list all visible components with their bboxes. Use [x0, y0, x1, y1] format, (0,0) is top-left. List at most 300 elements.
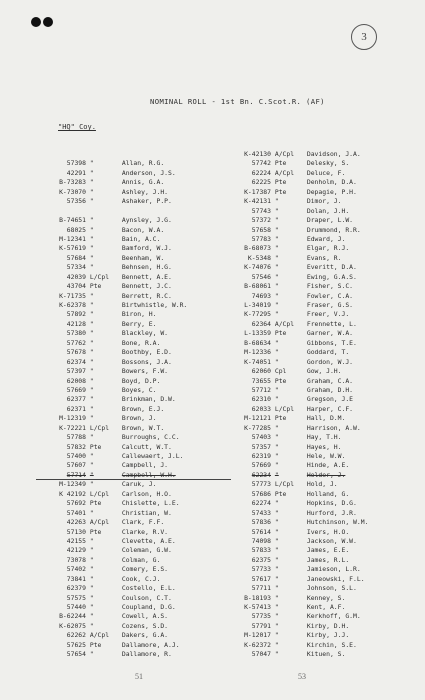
- soldier-name: Cowell, A.S.: [121, 612, 169, 621]
- rank: ": [274, 282, 279, 291]
- rank: ": [274, 216, 279, 225]
- service-number: 57686: [251, 489, 271, 498]
- rank: ": [89, 338, 94, 347]
- section-divider: [36, 479, 231, 480]
- soldier-name: James, R.L.: [306, 555, 350, 564]
- service-number: K-72221: [59, 423, 86, 432]
- service-number: 57357: [251, 442, 271, 451]
- service-number: 57692: [66, 499, 86, 508]
- soldier-name: Kerkhoff, G.M.: [306, 612, 361, 621]
- soldier-name: Hele, W.W.: [306, 452, 346, 460]
- service-number: 57130: [66, 527, 86, 536]
- rank: ": [89, 253, 94, 262]
- roll-entry: [226, 197, 368, 206]
- service-number: M-12017: [244, 631, 271, 640]
- soldier-name: Campbell, J.: [121, 461, 169, 470]
- roll-entry: [226, 386, 368, 395]
- rank: Pte: [274, 414, 287, 423]
- service-number: 42128: [66, 319, 86, 328]
- service-number: B-68073: [244, 244, 271, 253]
- roll-entry: [36, 339, 187, 348]
- rank: ": [274, 253, 279, 262]
- soldier-name: Draper, L.W.: [306, 216, 354, 225]
- roll-entry: [226, 244, 368, 253]
- rank: ": [89, 593, 94, 602]
- roll-entry: [36, 650, 187, 659]
- soldier-name: Jackson, W.W.: [306, 536, 357, 545]
- soldier-name: Caruk, J.: [121, 480, 157, 489]
- roll-entry: [36, 509, 187, 518]
- service-number: 62377: [66, 395, 86, 404]
- rank: ": [274, 621, 279, 630]
- rank: ": [89, 301, 94, 309]
- service-number: 57614: [251, 527, 271, 536]
- roll-entry: [226, 528, 368, 537]
- soldier-name: Gordon, W.J.: [306, 357, 354, 366]
- rank: ": [89, 452, 94, 460]
- soldier-name: Kirby, J.J.: [306, 631, 350, 640]
- rank: L/Cpl: [89, 489, 110, 498]
- roll-entry: [226, 509, 368, 518]
- roll-entry: [226, 546, 368, 555]
- roll-entry: [36, 443, 187, 452]
- rank: ": [89, 546, 94, 555]
- roll-entry: [226, 518, 368, 527]
- roll-entry: [226, 471, 368, 480]
- rank: ": [274, 584, 279, 593]
- roll-entry: [36, 395, 187, 404]
- roll-entry: [36, 254, 187, 263]
- soldier-name: Hutchinson, W.M.: [306, 518, 369, 527]
- rank: ": [89, 650, 94, 659]
- roll-entry: [226, 377, 368, 386]
- roll-entry: [36, 329, 187, 338]
- service-number: 62310: [251, 395, 271, 404]
- soldier-name: Hayes, H.: [306, 442, 342, 451]
- service-number: K-62378: [59, 301, 86, 309]
- rank: L/Cpl: [89, 272, 110, 281]
- service-number: 57836: [251, 518, 271, 527]
- service-number: 42155: [66, 536, 86, 545]
- soldier-name: Fowler, C.A.: [306, 291, 354, 300]
- rank: ": [274, 385, 279, 394]
- roll-entry: [226, 235, 368, 244]
- roll-entry: [226, 263, 368, 272]
- soldier-name: Freer, V.J.: [306, 310, 350, 319]
- roll-entry: [36, 244, 187, 253]
- rank: ": [274, 452, 279, 460]
- rank: ": [274, 301, 279, 309]
- soldier-name: Brown, W.T.: [121, 423, 165, 432]
- roll-entry: [226, 207, 368, 216]
- service-number: K-17387: [244, 187, 271, 196]
- roll-entry: [226, 292, 368, 301]
- roll-entry: [226, 395, 368, 404]
- rank: Pte: [274, 376, 287, 385]
- rank: ": [89, 244, 94, 253]
- rank: ": [89, 574, 94, 583]
- service-number: 62060: [251, 367, 271, 376]
- rank: ": [89, 159, 94, 168]
- soldier-name: Hay, T.H.: [306, 433, 342, 442]
- soldier-name: Anderson, J.S.: [121, 168, 176, 177]
- soldier-name: Kituen, S.: [306, 650, 346, 659]
- rank: ": [89, 225, 94, 234]
- soldier-name: Coleman, G.W.: [121, 546, 172, 555]
- roll-entry: [36, 622, 187, 631]
- soldier-name: Gibbons, T.E.: [306, 338, 357, 347]
- service-number: 57711: [251, 584, 271, 593]
- roll-entry: [226, 150, 368, 159]
- roll-entry: [226, 348, 368, 357]
- soldier-name: Ashley, J.H.: [121, 187, 169, 196]
- roll-entry: [36, 603, 187, 612]
- service-number: 57607: [66, 461, 86, 470]
- rank: Pte: [89, 640, 102, 649]
- roll-entry: [226, 424, 368, 433]
- service-number: 57773: [251, 480, 271, 489]
- roll-entry: [36, 424, 187, 433]
- roll-entry: [226, 358, 368, 367]
- soldier-name: Annis, G.A.: [121, 178, 165, 187]
- soldier-name: Davidson, J.A.: [306, 150, 361, 158]
- roll-entry: [36, 263, 187, 272]
- rank: ": [89, 612, 94, 621]
- soldier-name: Garner, W.A.: [306, 329, 354, 338]
- roll-entry: [36, 537, 187, 546]
- service-number: 42129: [66, 546, 86, 555]
- service-number: K-74051: [244, 357, 271, 366]
- soldier-name: Dolan, J.H.: [306, 206, 350, 215]
- service-number: 57397: [66, 367, 86, 376]
- roll-entry: [226, 320, 368, 329]
- rank: ": [274, 357, 279, 366]
- service-number: B-68061: [244, 282, 271, 291]
- rank: ": [89, 621, 94, 630]
- service-number: 62033: [251, 404, 271, 413]
- roll-entry: [36, 414, 187, 423]
- service-number: K-71735: [59, 291, 86, 300]
- rank: L/Cpl: [89, 423, 110, 432]
- rank: Pte: [274, 329, 287, 338]
- soldier-name: Boyd, D.P.: [121, 376, 161, 385]
- rank: ": [89, 555, 94, 564]
- soldier-name: Johnson, S.L.: [306, 584, 357, 593]
- soldier-name: Goddard, T.: [306, 348, 350, 357]
- service-number: L-34019: [244, 301, 271, 309]
- footer-mark: 51: [135, 672, 143, 681]
- rank: ": [274, 593, 279, 602]
- rank: ": [89, 197, 94, 206]
- roll-entry: [36, 207, 187, 216]
- rank: ": [274, 433, 279, 442]
- soldier-name: Aynsley, J.G.: [121, 216, 172, 225]
- roll-entry: [226, 537, 368, 546]
- service-number: K-74076: [244, 263, 271, 272]
- rank: Pte: [89, 442, 102, 451]
- rank: Pte: [274, 187, 287, 196]
- rank: Cpl: [274, 367, 287, 376]
- roll-entry: [226, 631, 368, 640]
- roll-entry: [36, 169, 187, 178]
- roll-entry: [36, 612, 187, 621]
- service-number: 57356: [66, 197, 86, 206]
- rank: ": [274, 499, 279, 508]
- service-number: K-77295: [244, 310, 271, 319]
- roll-entry: [226, 433, 368, 442]
- roll-entry: [36, 405, 187, 414]
- service-number: 57617: [251, 574, 271, 583]
- rank: ": [274, 574, 279, 583]
- soldier-name: Graham, C.A.: [306, 376, 354, 385]
- soldier-name: Edward, J.: [306, 234, 346, 243]
- service-number: 57380: [66, 329, 86, 338]
- roll-entry: [36, 518, 187, 527]
- service-number: 42263: [66, 518, 86, 527]
- binder-hole-icon: [31, 17, 41, 27]
- roll-entry: [36, 594, 187, 603]
- rank: ": [274, 508, 279, 517]
- roll-entry: [36, 546, 187, 555]
- left-roll-column: [36, 150, 187, 660]
- service-number: 62262: [66, 631, 86, 640]
- service-number: 57669: [66, 385, 86, 394]
- service-number: K-5348: [247, 253, 271, 262]
- rank: ": [274, 631, 279, 640]
- soldier-name: Cozens, S.D.: [121, 621, 169, 630]
- service-number: 73078: [66, 555, 86, 564]
- rank: ": [89, 433, 94, 442]
- service-number: 62319: [251, 452, 271, 460]
- rank: ": [274, 527, 279, 536]
- rank: ": [274, 442, 279, 451]
- roll-entry: [36, 301, 187, 310]
- roll-entry: [226, 612, 368, 621]
- service-number: 57762: [66, 338, 86, 347]
- roll-entry: [36, 556, 187, 565]
- service-number: 57684: [66, 253, 86, 262]
- roll-entry: [36, 386, 187, 395]
- roll-entry: [226, 329, 368, 338]
- roll-entry: [36, 320, 187, 329]
- service-number: K-62372: [244, 640, 271, 649]
- roll-entry: [36, 235, 187, 244]
- soldier-name: Bowers, F.W.: [121, 367, 169, 376]
- service-number: 57334: [66, 263, 86, 272]
- service-number: 57400: [66, 452, 86, 460]
- rank: ": [274, 546, 279, 555]
- rank: ": [274, 565, 279, 574]
- rank: ": [274, 603, 279, 611]
- service-number: K-77285: [244, 423, 271, 432]
- rank: ": [274, 470, 279, 479]
- soldier-name: Gregson, J.E: [306, 395, 354, 404]
- rank: ": [274, 244, 279, 253]
- service-number: K-57619: [59, 244, 86, 253]
- service-number: K-62075: [59, 621, 86, 630]
- rank: ": [274, 650, 279, 659]
- roll-entry: [226, 499, 368, 508]
- soldier-name: Dimor, J.: [306, 197, 342, 206]
- roll-entry: [226, 159, 368, 168]
- soldier-name: Evans, R.: [306, 253, 342, 262]
- rank: ": [89, 395, 94, 404]
- service-number: M-12319: [59, 414, 86, 423]
- service-number: 57669: [251, 461, 271, 470]
- service-number: 62225: [251, 178, 271, 187]
- roll-entry: [36, 641, 187, 650]
- service-number: 57833: [251, 546, 271, 555]
- roll-entry: [226, 216, 368, 225]
- service-number: 57398: [66, 159, 86, 168]
- rank: A/Cpl: [274, 319, 295, 328]
- roll-entry: [226, 188, 368, 197]
- service-number: 57712: [251, 385, 271, 394]
- soldier-name: Berrett, R.C.: [121, 291, 172, 300]
- rank: ": [89, 178, 94, 187]
- rank: ": [274, 640, 279, 649]
- roll-entry: [36, 461, 187, 470]
- rank: ": [274, 225, 279, 234]
- rank: ": [89, 329, 94, 338]
- rank: ": [89, 216, 94, 225]
- soldier-name: Brown, J.: [121, 414, 157, 423]
- service-number: K-73070: [59, 187, 86, 196]
- roll-entry: [36, 282, 187, 291]
- soldier-name: Carlson, H.O.: [121, 489, 172, 498]
- service-number: K-42131: [244, 197, 271, 206]
- soldier-name: Dallamore, R.: [121, 650, 172, 659]
- rank: ": [89, 263, 94, 272]
- service-number: 57735: [251, 612, 271, 621]
- soldier-name: Bain, A.C.: [121, 234, 161, 243]
- rank: ": [89, 376, 94, 385]
- rank: ": [274, 348, 279, 357]
- soldier-name: Graham, D.H.: [306, 385, 354, 394]
- rank: ": [89, 603, 94, 611]
- soldier-name: Berry, E.: [121, 319, 157, 328]
- service-number: 57440: [66, 603, 86, 611]
- soldier-name: Clevette, A.E.: [121, 536, 176, 545]
- soldier-name: Comery, E.S.: [121, 565, 169, 574]
- roll-entry: [36, 490, 187, 499]
- roll-entry: [226, 603, 368, 612]
- service-number: 57743: [251, 206, 271, 215]
- roll-entry: [226, 169, 368, 178]
- soldier-name: Holland, G.: [306, 489, 350, 498]
- roll-entry: [226, 301, 368, 310]
- rank: ": [89, 414, 94, 423]
- soldier-name: Kirby, D.H.: [306, 621, 350, 630]
- roll-entry: [36, 348, 187, 357]
- service-number: 62234: [251, 470, 271, 479]
- service-number: 57742: [251, 159, 271, 168]
- service-number: 57654: [66, 650, 86, 659]
- roll-entry: [36, 367, 187, 376]
- roll-entry: [36, 575, 187, 584]
- roll-entry: [36, 452, 187, 461]
- soldier-name: Harper, C.F.: [306, 404, 354, 413]
- soldier-name: Chislette, L.E.: [121, 499, 180, 508]
- rank: A/Cpl: [274, 150, 295, 158]
- soldier-name: Boyes, C.: [121, 385, 157, 394]
- roll-entry: [36, 358, 187, 367]
- soldier-name: Allan, R.G.: [121, 159, 165, 168]
- service-number: 57733: [251, 565, 271, 574]
- roll-entry: [226, 367, 368, 376]
- roll-entry: [36, 273, 187, 282]
- rank: ": [274, 536, 279, 545]
- soldier-name: Ewing, G.A.S.: [306, 272, 357, 281]
- roll-entry: [226, 254, 368, 263]
- service-number: M-12341: [59, 234, 86, 243]
- rank: ": [274, 206, 279, 215]
- soldier-name: Deluce, F.: [306, 168, 346, 177]
- service-number: M-12121: [244, 414, 271, 423]
- rank: ": [89, 168, 94, 177]
- rank: ": [89, 385, 94, 394]
- service-number: 57714: [66, 470, 86, 479]
- rank: ": [89, 565, 94, 574]
- soldier-name: Jamieson, L.R.: [306, 565, 361, 574]
- rank: ": [89, 470, 94, 479]
- roll-entry: [36, 631, 187, 640]
- rank: Pte: [274, 489, 287, 498]
- service-number: 62374: [66, 357, 86, 366]
- soldier-name: Dakers, G.A.: [121, 631, 169, 640]
- service-number: 73655: [251, 376, 271, 385]
- rank: ": [274, 461, 279, 470]
- company-heading: "HQ" Coy.: [58, 123, 96, 131]
- rank: A/Cpl: [89, 631, 110, 640]
- soldier-name: Clark, F.F.: [121, 518, 165, 527]
- roll-entry: [226, 650, 368, 659]
- service-number: 57401: [66, 508, 86, 517]
- rank: ": [274, 338, 279, 347]
- soldier-name: James, E.E.: [306, 546, 350, 555]
- roll-entry: [226, 339, 368, 348]
- service-number: K-57413: [244, 603, 271, 611]
- soldier-name: Kirchin, S.E.: [306, 640, 357, 649]
- soldier-name: Ashaker, P.P.: [121, 197, 172, 206]
- roll-entry: [226, 565, 368, 574]
- rank: ": [274, 263, 279, 272]
- service-number: 57402: [66, 565, 86, 574]
- page-number: 3: [351, 24, 377, 50]
- rank: Pte: [274, 178, 287, 187]
- service-number: 42039: [66, 272, 86, 281]
- rank: ": [274, 291, 279, 300]
- soldier-name: Bennett, J.C.: [121, 282, 172, 291]
- roll-entry: [226, 461, 368, 470]
- service-number: M-12336: [244, 348, 271, 357]
- soldier-name: Holder, J.: [306, 470, 346, 479]
- rank: ": [274, 395, 279, 404]
- soldier-name: Janeowski, F.L.: [306, 574, 365, 583]
- service-number: 57892: [66, 310, 86, 319]
- rank: ": [89, 536, 94, 545]
- roll-entry: [36, 292, 187, 301]
- footer-mark: 53: [298, 672, 306, 681]
- soldier-name: Cook, C.J.: [121, 574, 161, 583]
- roll-entry: [226, 414, 368, 423]
- soldier-name: Boothby, E.D.: [121, 348, 172, 357]
- soldier-name: Hinde, A.E.: [306, 461, 350, 470]
- service-number: 73841: [66, 574, 86, 583]
- service-number: 57575: [66, 593, 86, 602]
- binder-hole-icon: [43, 17, 53, 27]
- roll-entry: [226, 641, 368, 650]
